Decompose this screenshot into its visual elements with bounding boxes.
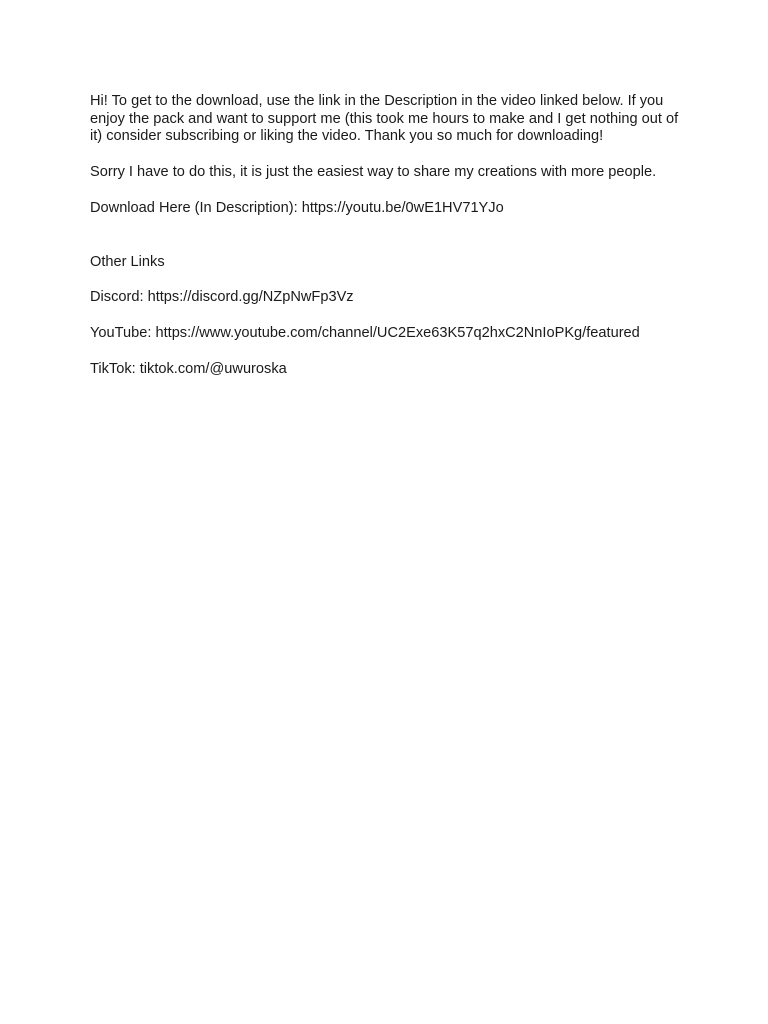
youtube-link[interactable]: https://www.youtube.com/channel/UC2Exe63K57q2hxC2NnIoPKg/featured xyxy=(155,324,640,341)
apology-paragraph: Sorry I have to do this, it is just the easiest way to share my creations with more people. xyxy=(90,164,657,181)
download-label: Download Here (In Description): xyxy=(90,199,302,216)
other-links-heading: Other Links xyxy=(90,253,165,270)
discord-link[interactable]: https://discord.gg/NZpNwFp3Vz xyxy=(147,289,354,306)
download-line xyxy=(90,200,690,218)
tiktok-line xyxy=(90,361,690,379)
youtube-line xyxy=(90,325,690,343)
intro-paragraph: Hi! To get to the download, use the link in the Description in the video linked below. If you enjoy the pack and want to support me (this took me hours to make and I get nothing out of it) consider subscribing or liking the video. Thank you so much for downloading! xyxy=(90,93,683,145)
tiktok-link[interactable]: tiktok.com/@uwuroska xyxy=(139,360,287,377)
discord-line xyxy=(90,289,690,307)
youtube-label: YouTube: xyxy=(90,324,156,341)
tiktok-label: TikTok: xyxy=(90,360,140,377)
download-link[interactable]: https://youtu.be/0wE1HV71YJo xyxy=(301,199,504,216)
document-body xyxy=(90,93,690,378)
discord-label: Discord: xyxy=(90,289,148,306)
